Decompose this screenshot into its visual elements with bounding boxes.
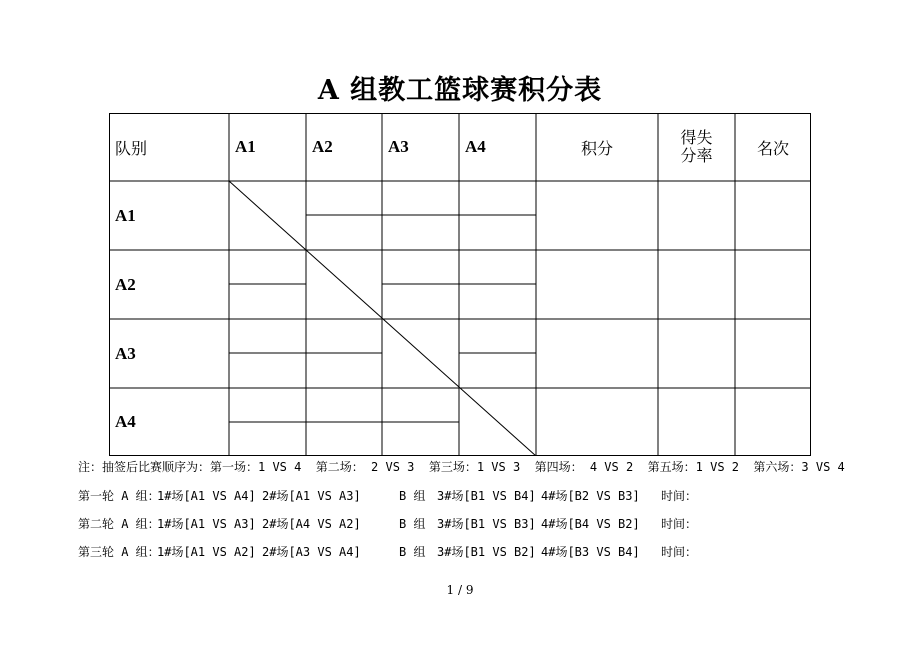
header-ratio-line2: 分率 [680, 146, 713, 165]
row-label-a4: A4 [115, 412, 136, 431]
court-1: 1#场[A1 VS A2] [157, 545, 256, 559]
row-label-a2: A2 [115, 274, 136, 294]
header-rank: 名次 [756, 138, 789, 158]
row-label-a1: A1 [115, 205, 136, 225]
group-b: B 组 [399, 517, 426, 531]
header-ratio [658, 113, 735, 181]
round-label: 第二轮 A 组： [78, 517, 160, 531]
court-2: 2#场[A3 VS A4] [262, 545, 361, 559]
round-label: 第一轮 A 组： [78, 489, 160, 503]
court-2: 2#场[A4 VS A2] [262, 517, 361, 531]
time-label: 时间： [661, 489, 698, 503]
row-label-a3: A3 [115, 343, 136, 363]
header-a3: A3 [388, 137, 409, 156]
court-1: 1#场[A1 VS A4] [157, 489, 256, 503]
group-b: B 组 [399, 545, 426, 559]
page-number: 1 / 9 [446, 583, 474, 597]
court-3: 3#场[B1 VS B3] [437, 517, 536, 531]
group-b: B 组 [399, 489, 426, 503]
court-4: 4#场[B4 VS B2] [541, 517, 640, 531]
header-points: 积分 [580, 138, 613, 158]
header-a4: A4 [465, 137, 486, 156]
court-3: 3#场[B1 VS B2] [437, 545, 536, 559]
schedule-note: 注：抽签后比赛顺序为：第一场：1 VS 4 第二场： 2 VS 3 第三场：1 VS 3 第四场： 4 VS 2 第五场：1 VS 2 第六场：3 VS 4 [78, 460, 845, 474]
header-team: 队别 [115, 138, 148, 158]
court-4: 4#场[B2 VS B3] [541, 489, 640, 503]
header-a2: A2 [312, 137, 333, 156]
header-ratio-line1: 得失 [680, 128, 713, 147]
round-label: 第三轮 A 组： [78, 545, 160, 559]
header-a1: A1 [235, 137, 256, 156]
score-table [109, 113, 811, 456]
time-label: 时间： [661, 517, 698, 531]
court-1: 1#场[A1 VS A3] [157, 517, 256, 531]
time-label: 时间： [661, 545, 698, 559]
court-4: 4#场[B3 VS B4] [541, 545, 640, 559]
court-2: 2#场[A1 VS A3] [262, 489, 361, 503]
court-3: 3#场[B1 VS B4] [437, 489, 536, 503]
page-title: A 组教工篮球赛积分表 [317, 75, 603, 106]
